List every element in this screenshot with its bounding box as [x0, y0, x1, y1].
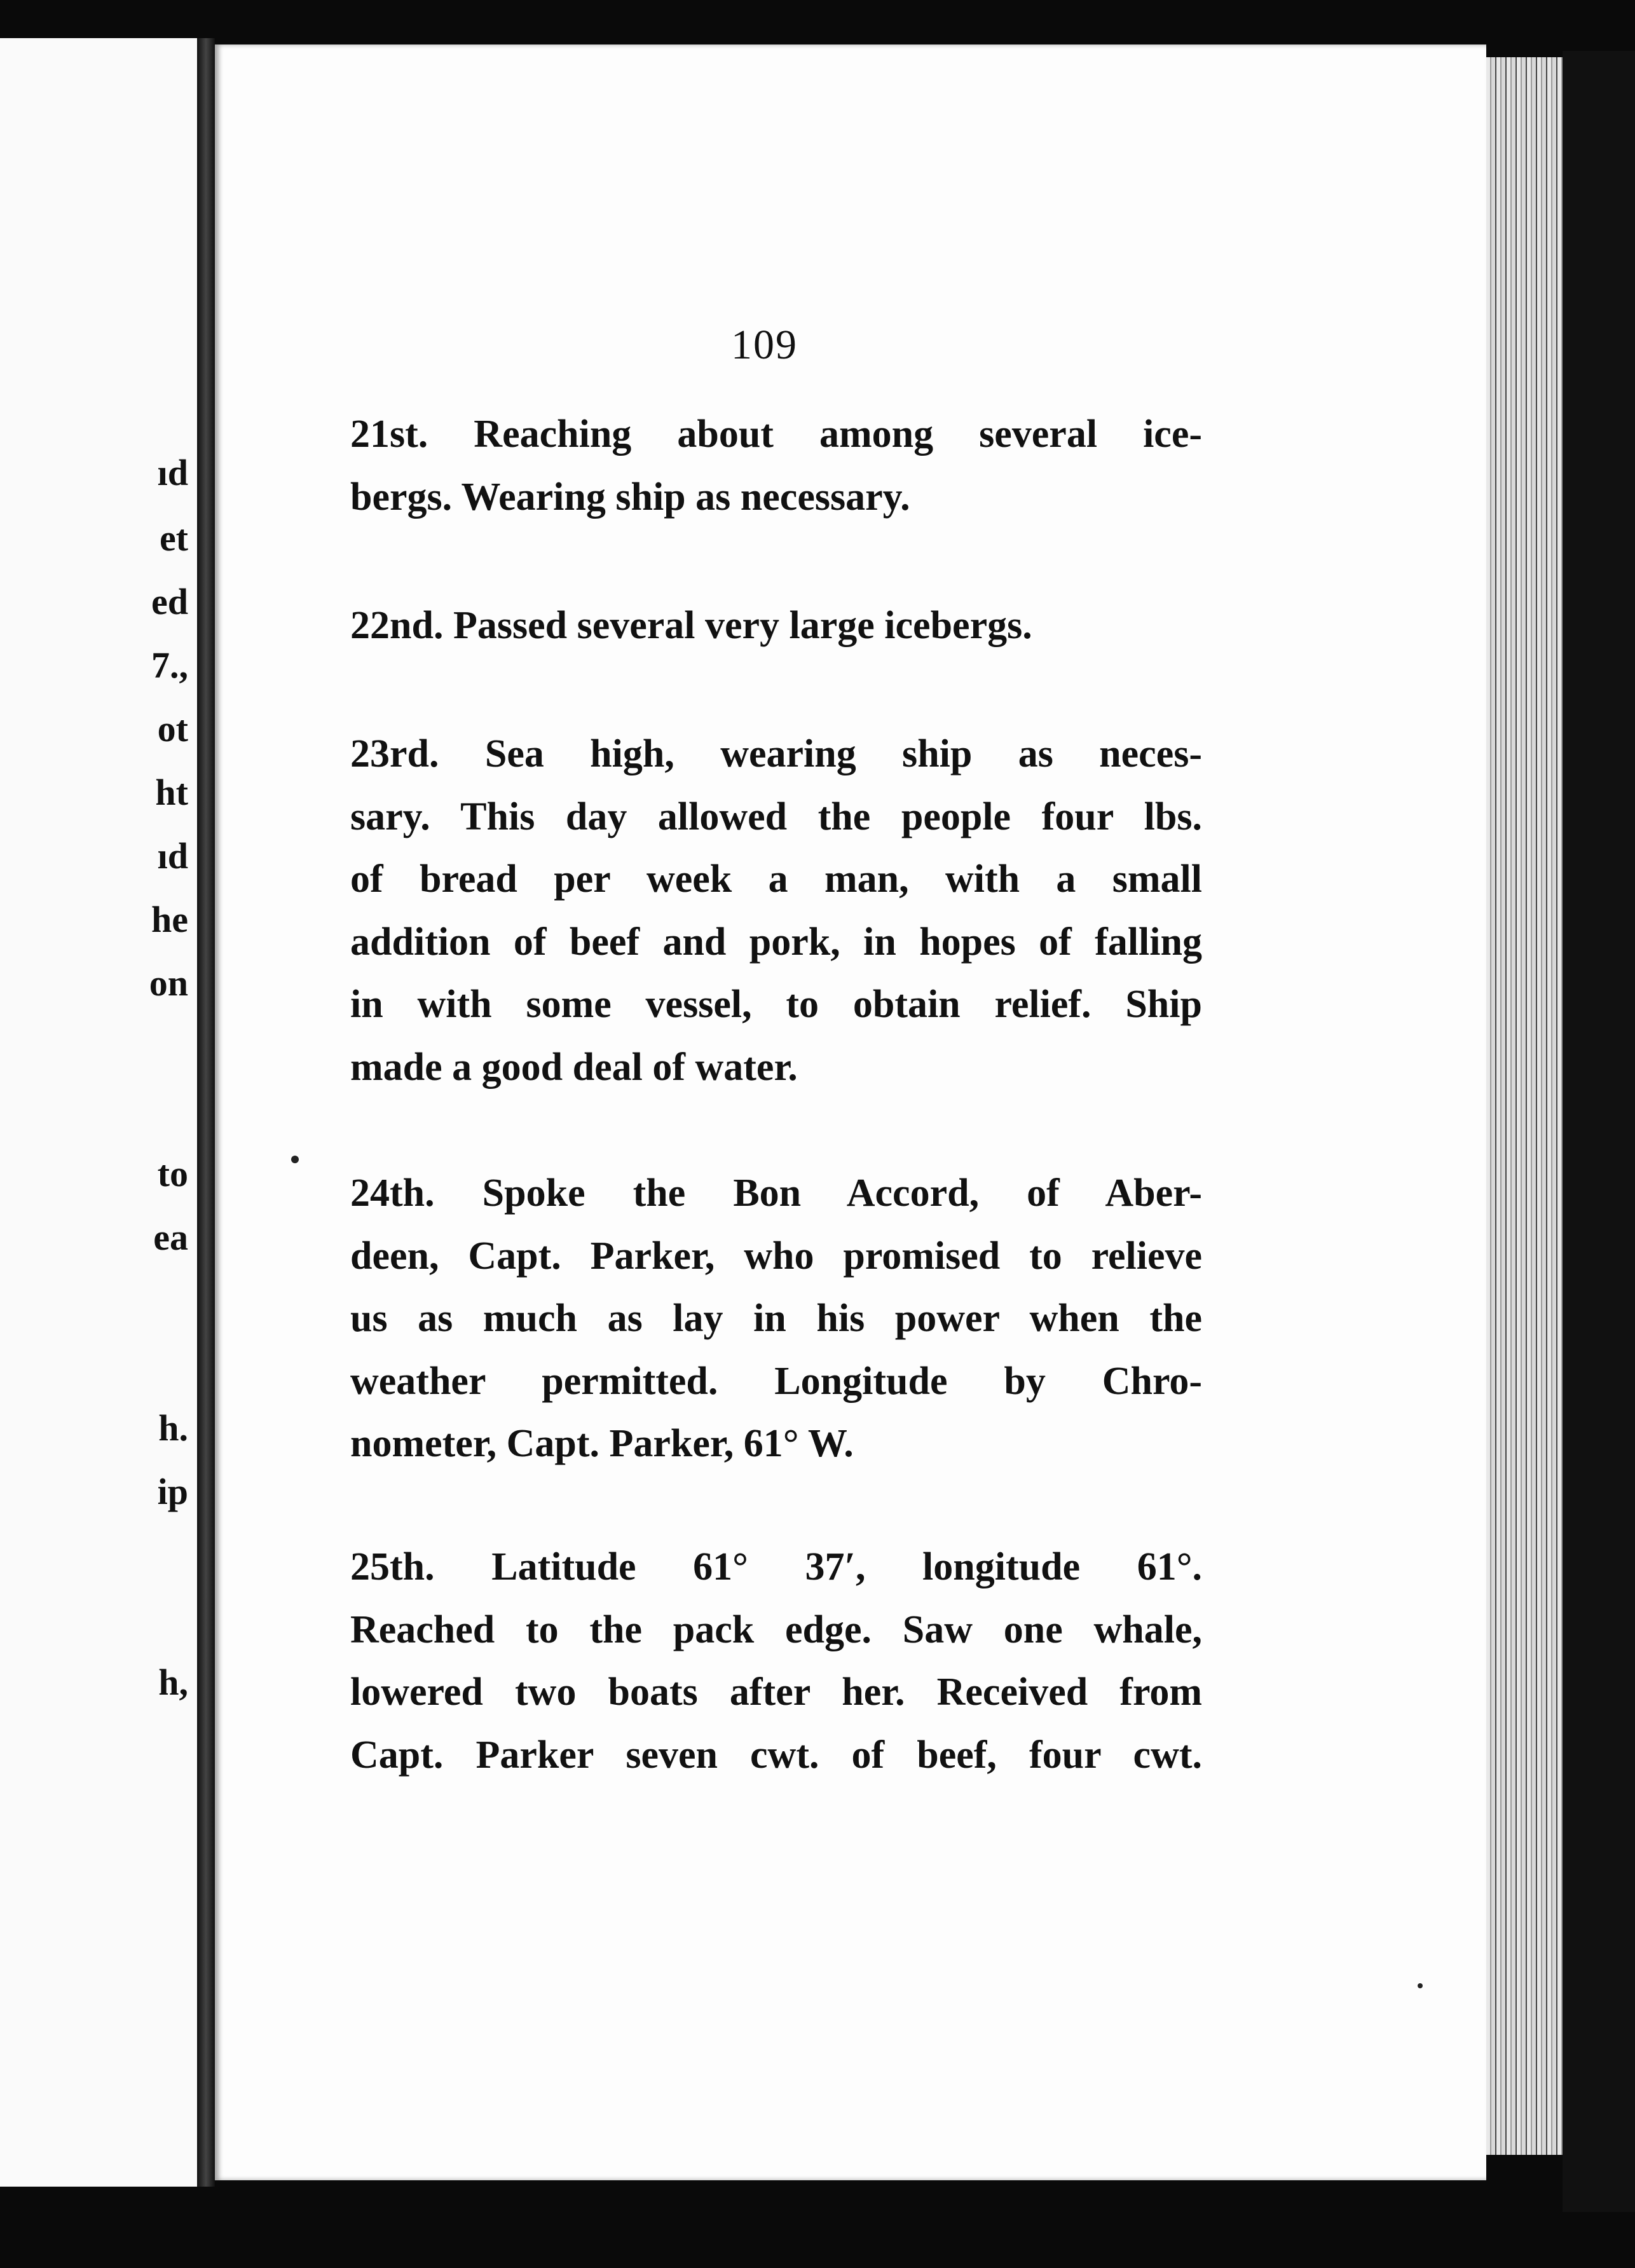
entry-line: Capt. Parker seven cwt. of beef, four cwt. — [350, 1733, 1202, 1777]
journal-entry-23rd — [350, 723, 1202, 1098]
entry-line: sary. This day allowed the people four lbs. — [350, 795, 1202, 838]
entry-line: nometer, Capt. Parker, 61° W. — [350, 1422, 854, 1465]
left-page-fragment: ea — [153, 1217, 188, 1258]
left-page-fragment: h. — [158, 1407, 188, 1449]
scan-background-edge — [1563, 51, 1635, 2212]
left-page-fragment: et — [159, 517, 188, 559]
ink-speck — [1418, 1983, 1423, 1988]
left-page-fragment: he — [151, 899, 188, 940]
left-page-fragment: 7., — [151, 645, 188, 686]
entry-line: bergs. Wearing ship as necessary. — [350, 475, 910, 519]
left-page-fragment: h, — [158, 1662, 188, 1703]
page-edges — [1486, 57, 1563, 2155]
left-page-fragment: ıd — [157, 452, 188, 493]
entry-line: Reached to the pack edge. Saw one whale, — [350, 1608, 1202, 1651]
left-page-fragment: ht — [155, 772, 188, 813]
entry-line: 21st. Reaching about among several ice- — [350, 413, 1202, 456]
entry-line: 24th. Spoke the Bon Accord, of Aber- — [350, 1172, 1202, 1215]
entry-line: 22nd. Passed several very large icebergs. — [350, 604, 1032, 647]
ink-speck — [291, 1156, 299, 1163]
left-page-fragment: ıd — [157, 835, 188, 877]
entry-line: weather permitted. Longitude by Chro- — [350, 1359, 1202, 1403]
left-page-fragment: ed — [151, 581, 188, 622]
entry-line: lowered two boats after her. Received from — [350, 1670, 1202, 1714]
entry-line: us as much as lay in his power when the — [350, 1297, 1202, 1340]
journal-entry-22nd — [350, 594, 1202, 657]
page-number: 109 — [731, 322, 798, 368]
journal-entry-24th — [350, 1162, 1202, 1475]
entry-line: 23rd. Sea high, wearing ship as neces- — [350, 732, 1202, 775]
entry-line: deen, Capt. Parker, who promised to relieve — [350, 1234, 1202, 1278]
journal-entry-21st — [350, 403, 1202, 528]
left-page-fragment: ip — [157, 1471, 188, 1512]
entry-line: of bread per week a man, with a small — [350, 857, 1202, 901]
entry-line: addition of beef and pork, in hopes of falling — [350, 920, 1202, 964]
entry-line: in with some vessel, to obtain relief. Ship — [350, 983, 1202, 1026]
left-page-fragment: ot — [157, 708, 188, 749]
entry-line: made a good deal of water. — [350, 1045, 798, 1089]
left-facing-page — [0, 38, 201, 2187]
journal-entry-25th — [350, 1536, 1202, 1786]
main-page — [215, 44, 1486, 2180]
entry-line: 25th. Latitude 61° 37′, longitude 61°. — [350, 1545, 1202, 1588]
left-page-fragment: to — [157, 1153, 188, 1194]
book-gutter — [197, 38, 215, 2187]
left-page-fragment: on — [149, 962, 188, 1004]
